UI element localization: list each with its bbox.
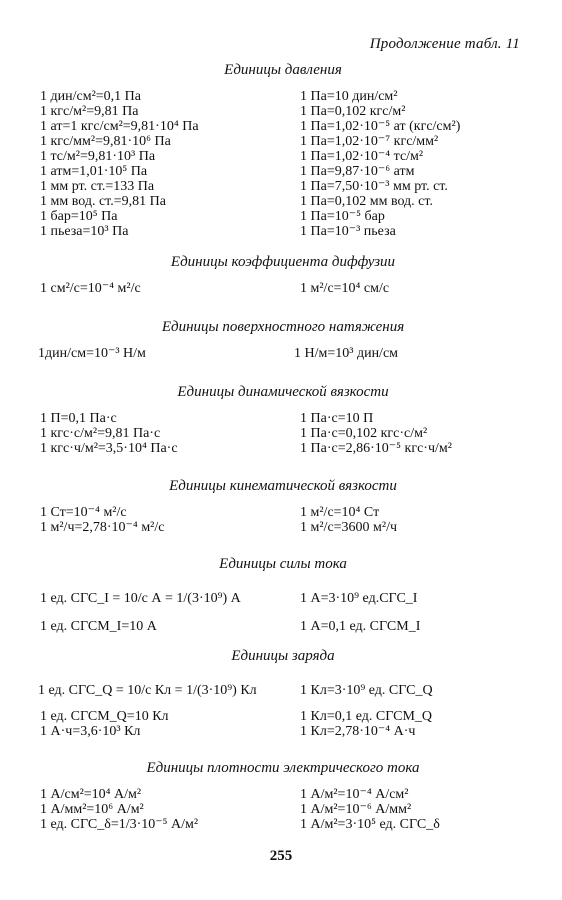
left-formula: 1 А/мм²=10⁶ А/м²	[40, 802, 144, 817]
left-formula: 1 дин/см²=0,1 Па	[40, 89, 141, 104]
conversion-row	[38, 119, 528, 134]
right-formula: 1 Па=10 дин/см²	[300, 89, 398, 104]
conversion-row	[38, 426, 528, 441]
conversion-rows	[38, 346, 528, 361]
section-title: Единицы поверхностного натяжения	[161, 319, 405, 335]
section-kinematic-viscosity	[38, 478, 528, 535]
right-formula: 1 Па=1,02·10⁻⁴ тс/м²	[300, 149, 424, 164]
left-formula: 1 см²/с=10⁻⁴ м²/с	[40, 281, 141, 296]
conversion-row	[38, 281, 528, 296]
left-formula: 1 ед. СГС_Q = 10/c Кл = 1/(3·10⁹) Кл	[38, 683, 257, 698]
conversion-row	[38, 520, 528, 535]
conversion-row	[38, 346, 528, 361]
left-formula: 1 м²/ч=2,78·10⁻⁴ м²/с	[40, 520, 165, 535]
conversion-row	[38, 149, 528, 164]
left-formula: 1 ед. СГС_I = 10/c А = 1/(3·10⁹) А	[40, 591, 241, 606]
conversion-rows	[38, 89, 528, 239]
left-formula: 1 атм=1,01·10⁵ Па	[40, 164, 148, 179]
conversion-row	[38, 787, 528, 802]
conversion-row	[38, 411, 528, 426]
page-number: 255	[269, 848, 293, 864]
conversion-rows	[38, 411, 528, 456]
left-formula: 1 Ст=10⁻⁴ м²/с	[40, 505, 127, 520]
right-formula: 1 Н/м=10³ дин/см	[294, 346, 399, 361]
left-formula: 1 кгс/мм²=9,81·10⁶ Па	[40, 134, 171, 149]
conversion-row	[38, 164, 528, 179]
left-formula: 1 ед. СГСМ_Q=10 Кл	[40, 709, 169, 724]
section-current-density	[38, 760, 528, 832]
right-formula: 1 м²/с=10⁴ см/с	[300, 281, 390, 296]
left-formula: 1 пьеза=10³ Па	[40, 224, 129, 239]
right-formula: 1 Кл=0,1 ед. СГСМ_Q	[300, 709, 433, 724]
left-formula: 1 А·ч=3,6·10³ Кл	[40, 724, 141, 739]
section-surface-tension	[38, 319, 528, 361]
right-formula: 1 м²/с=10⁴ Ст	[300, 505, 380, 520]
conversion-row	[38, 209, 528, 224]
right-formula: 1 Кл=2,78·10⁻⁴ А·ч	[300, 724, 416, 739]
left-formula: 1 П=0,1 Па·с	[40, 411, 117, 426]
conversion-rows	[38, 583, 528, 634]
conversion-row	[38, 104, 528, 119]
section-title: Единицы давления	[224, 62, 342, 78]
left-formula: 1 ед. СГС_δ=1/3·10⁻⁵ А/м²	[40, 817, 199, 832]
right-formula: 1 м²/с=3600 м²/ч	[300, 520, 398, 535]
conversion-row	[38, 724, 528, 739]
right-formula: 1 Па=10⁻⁵ бар	[300, 209, 385, 224]
left-formula: 1 кгс/м²=9,81 Па	[40, 104, 139, 119]
left-formula: 1 ед. СГСМ_I=10 А	[40, 619, 157, 634]
conversion-row	[38, 179, 528, 194]
section-title: Единицы коэффициента диффузии	[170, 254, 396, 270]
table-continuation-header: Продолжение табл. 11	[369, 36, 520, 52]
section-title: Единицы динамической вязкости	[177, 384, 389, 400]
left-formula: 1 А/см²=10⁴ А/м²	[40, 787, 142, 802]
right-formula: 1 Па=9,87·10⁻⁶ атм	[300, 164, 415, 179]
left-formula: 1 тс/м²=9,81·10³ Па	[40, 149, 156, 164]
left-formula: 1дин/см=10⁻³ Н/м	[38, 346, 146, 361]
right-formula: 1 А/м²=10⁻⁴ А/см²	[300, 787, 409, 802]
conversion-row	[38, 802, 528, 817]
right-formula: 1 Па=10⁻³ пьеза	[300, 224, 396, 239]
conversion-rows	[38, 505, 528, 535]
section-pressure	[38, 62, 528, 239]
right-formula: 1 Па·с=10 П	[300, 411, 374, 426]
left-formula: 1 мм рт. ст.=133 Па	[40, 179, 155, 194]
conversion-row	[38, 505, 528, 520]
conversion-row	[38, 817, 528, 832]
right-formula: 1 Па·с=2,86·10⁻⁵ кгс·ч/м²	[300, 441, 452, 456]
left-formula: 1 ат=1 кгс/см²=9,81·10⁴ Па	[40, 119, 199, 134]
left-formula: 1 мм вод. ст.=9,81 Па	[40, 194, 166, 209]
conversion-rows	[38, 281, 528, 296]
section-title: Единицы заряда	[231, 648, 335, 664]
right-formula: 1 А=0,1 ед. СГСМ_I	[300, 619, 421, 634]
right-formula: 1 Па=7,50·10⁻³ мм рт. ст.	[300, 179, 448, 194]
conversion-row	[38, 441, 528, 456]
left-formula: 1 бар=10⁵ Па	[40, 209, 118, 224]
conversion-row	[38, 194, 528, 209]
conversion-row	[38, 134, 528, 149]
section-current	[38, 556, 528, 634]
right-formula: 1 Па=1,02·10⁻⁷ кгс/мм²	[300, 134, 439, 149]
left-formula: 1 кгс·с/м²=9,81 Па·с	[40, 426, 161, 441]
conversion-row	[38, 224, 528, 239]
conversion-rows	[38, 787, 528, 832]
conversion-rows	[38, 675, 528, 739]
conversion-row	[38, 619, 528, 634]
right-formula: 1 А/м²=10⁻⁶ А/мм²	[300, 802, 412, 817]
section-charge	[38, 648, 528, 739]
right-formula: 1 Па=0,102 кгс/м²	[300, 104, 406, 119]
right-formula: 1 А/м²=3·10⁵ ед. СГС_δ	[300, 817, 440, 832]
left-formula: 1 кгс·ч/м²=3,5·10⁴ Па·с	[40, 441, 178, 456]
right-formula: 1 Кл=3·10⁹ ед. СГС_Q	[300, 683, 433, 698]
right-formula: 1 А=3·10⁹ ед.СГС_I	[300, 591, 418, 606]
conversion-row	[38, 709, 528, 724]
section-title: Единицы кинематической вязкости	[169, 478, 397, 494]
right-formula: 1 Па=0,102 мм вод. ст.	[300, 194, 433, 209]
section-title: Единицы силы тока	[219, 556, 347, 572]
section-diffusion	[38, 254, 528, 296]
right-formula: 1 Па·с=0,102 кгс·с/м²	[300, 426, 428, 441]
section-dynamic-viscosity	[38, 384, 528, 456]
right-formula: 1 Па=1,02·10⁻⁵ ат (кгс/см²)	[300, 119, 461, 134]
conversion-row	[38, 675, 528, 707]
conversion-row	[38, 583, 528, 615]
conversion-row	[38, 89, 528, 104]
section-title: Единицы плотности электрического тока	[146, 760, 420, 776]
